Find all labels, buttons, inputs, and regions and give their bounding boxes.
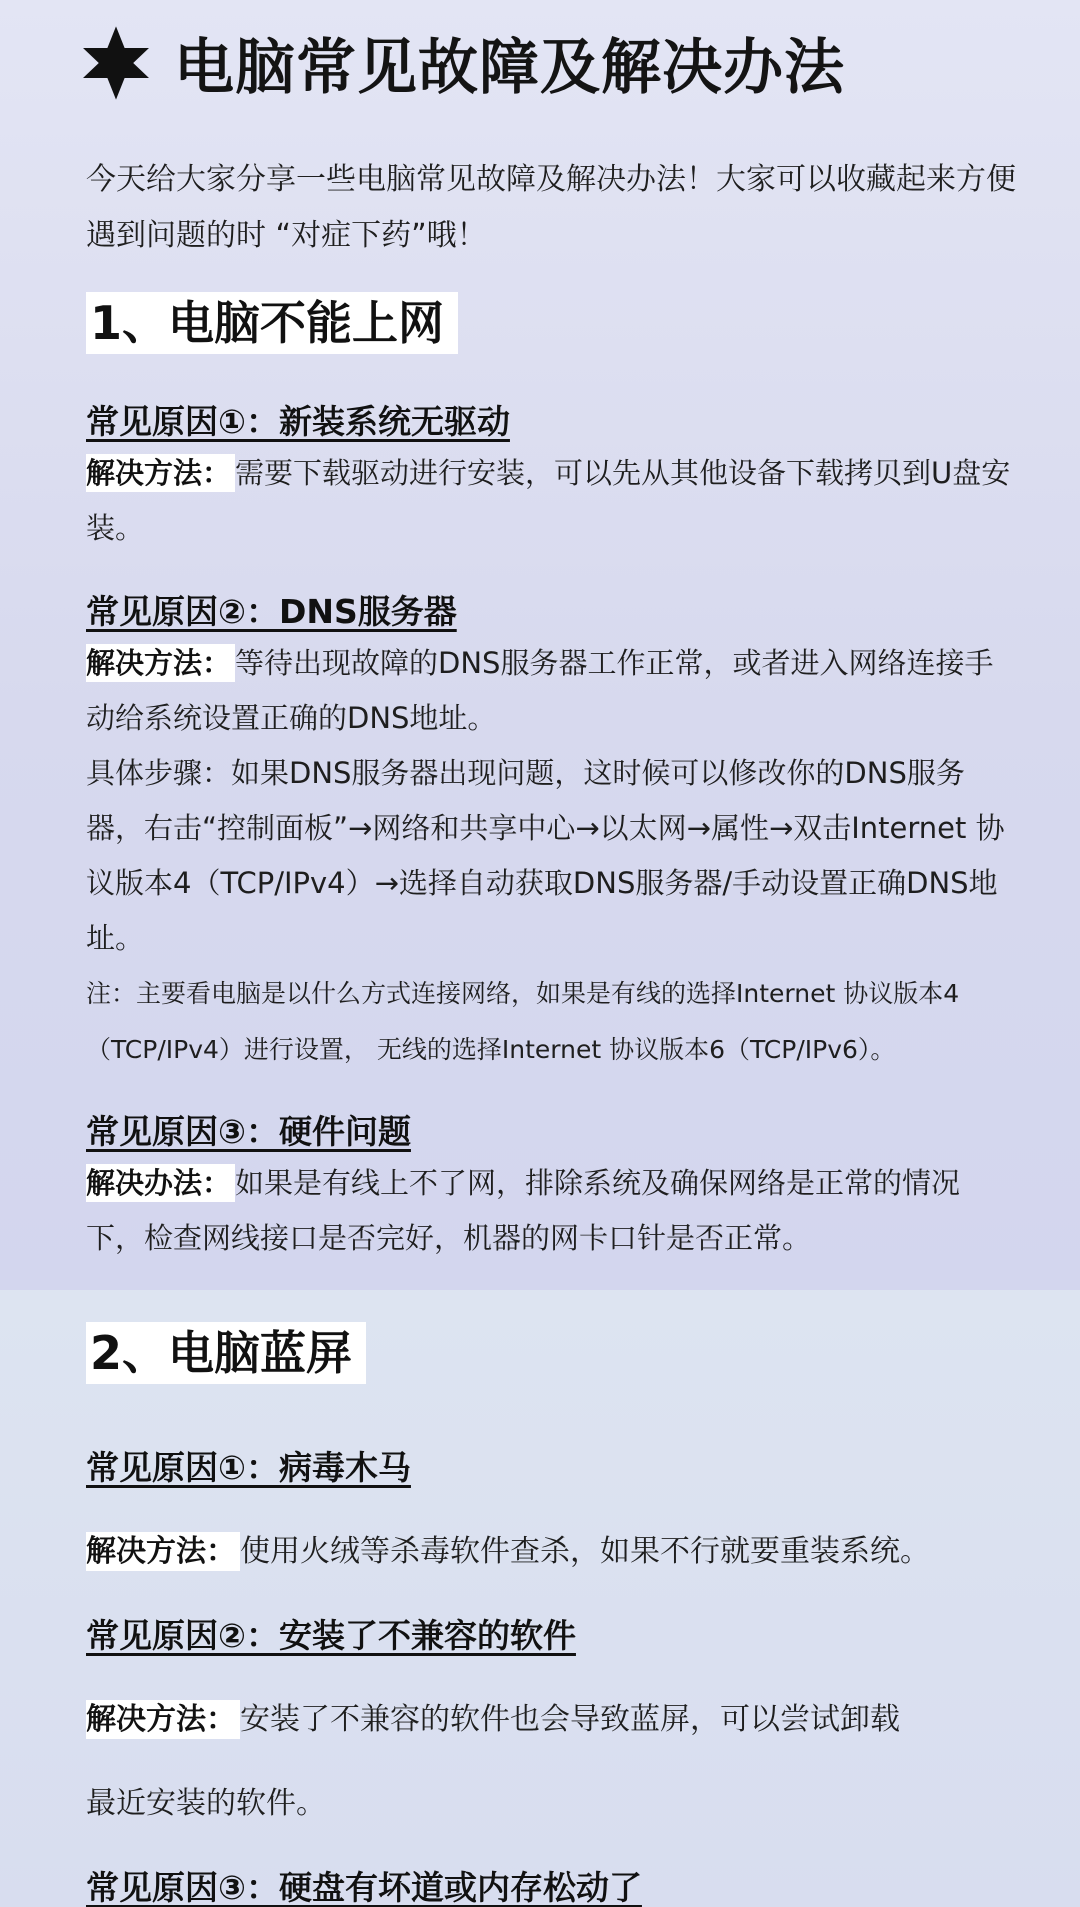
solution-text: 如果是有线上不了网，排除系统及确保网络是正常的情况下，检查网线接口是否完好，机器的网卡口针是否正常。 [86,1166,961,1255]
section-2-heading: 2、电脑蓝屏 [86,1322,366,1384]
cause-1-1-solution [86,446,1016,556]
solution-label: 解决方法： [86,1700,240,1739]
cause-1-2-title: 常见原因②：DNS服务器 [86,592,457,631]
cause-2-2-solution [86,1692,1016,1747]
solution-text: 使用火绒等杀毒软件查杀，如果不行就要重装系统。 [240,1534,930,1569]
cause-1-3-title: 常见原因③：硬件问题 [86,1112,411,1151]
cause-1-3-solution [86,1156,1016,1266]
page-title: 电脑常见故障及解决办法 [174,33,845,103]
solution-label: 解决办法： [86,1164,235,1202]
section-2-heading-wrap [86,1322,366,1384]
solution-text: 需要下载驱动进行安装，可以先从其他设备下载拷贝到U盘安装。 [86,456,1011,545]
cause-1-2-solution [86,636,1016,746]
solution-label: 解决方法： [86,644,235,682]
intro-paragraph: 今天给大家分享一些电脑常见故障及解决办法！大家可以收藏起来方便遇到问题的时 “对症下药”哦！ [86,162,1016,253]
solution-text: 等待出现故障的DNS服务器工作正常，或者进入网络连接手动给系统设置正确的DNS地址。 [86,646,994,735]
cause-1-1-title: 常见原因①：新装系统无驱动 [86,402,510,441]
cause-1-2-steps: 具体步骤：如果DNS服务器出现问题，这时候可以修改你的DNS服务器，右击“控制面板”→网络和共享中心→以太网→属性→双击Internet 协议版本4（TCP/IPv4）→选择自动获取DNS服务器/手动设置正确DNS地址。 [86,756,1005,955]
cause-1-2-note: 注：主要看电脑是以什么方式连接网络，如果是有线的选择Internet 协议版本4（TCP/IPv4）进行设置， 无线的选择Internet 协议版本6（TCP/IPv6）。 [86,979,960,1064]
cause-2-3-title: 常见原因③：硬盘有坏道或内存松动了 [86,1868,642,1907]
cause-2-2-title: 常见原因②：安装了不兼容的软件 [86,1616,576,1655]
solution-text: 安装了不兼容的软件也会导致蓝屏，可以尝试卸载 [240,1702,900,1737]
cause-2-1-title: 常见原因①：病毒木马 [86,1448,411,1487]
section-1-heading: 1、电脑不能上网 [86,292,458,354]
solution-label: 解决方法： [86,1532,240,1571]
cause-2-1-solution [86,1524,1016,1579]
solution-label: 解决方法： [86,454,235,492]
section-1-heading-wrap [86,292,458,354]
six-pointed-star-icon [80,25,152,101]
page-title-row [80,18,845,108]
cause-2-2-solution-continued: 最近安装的软件。 [86,1786,326,1821]
